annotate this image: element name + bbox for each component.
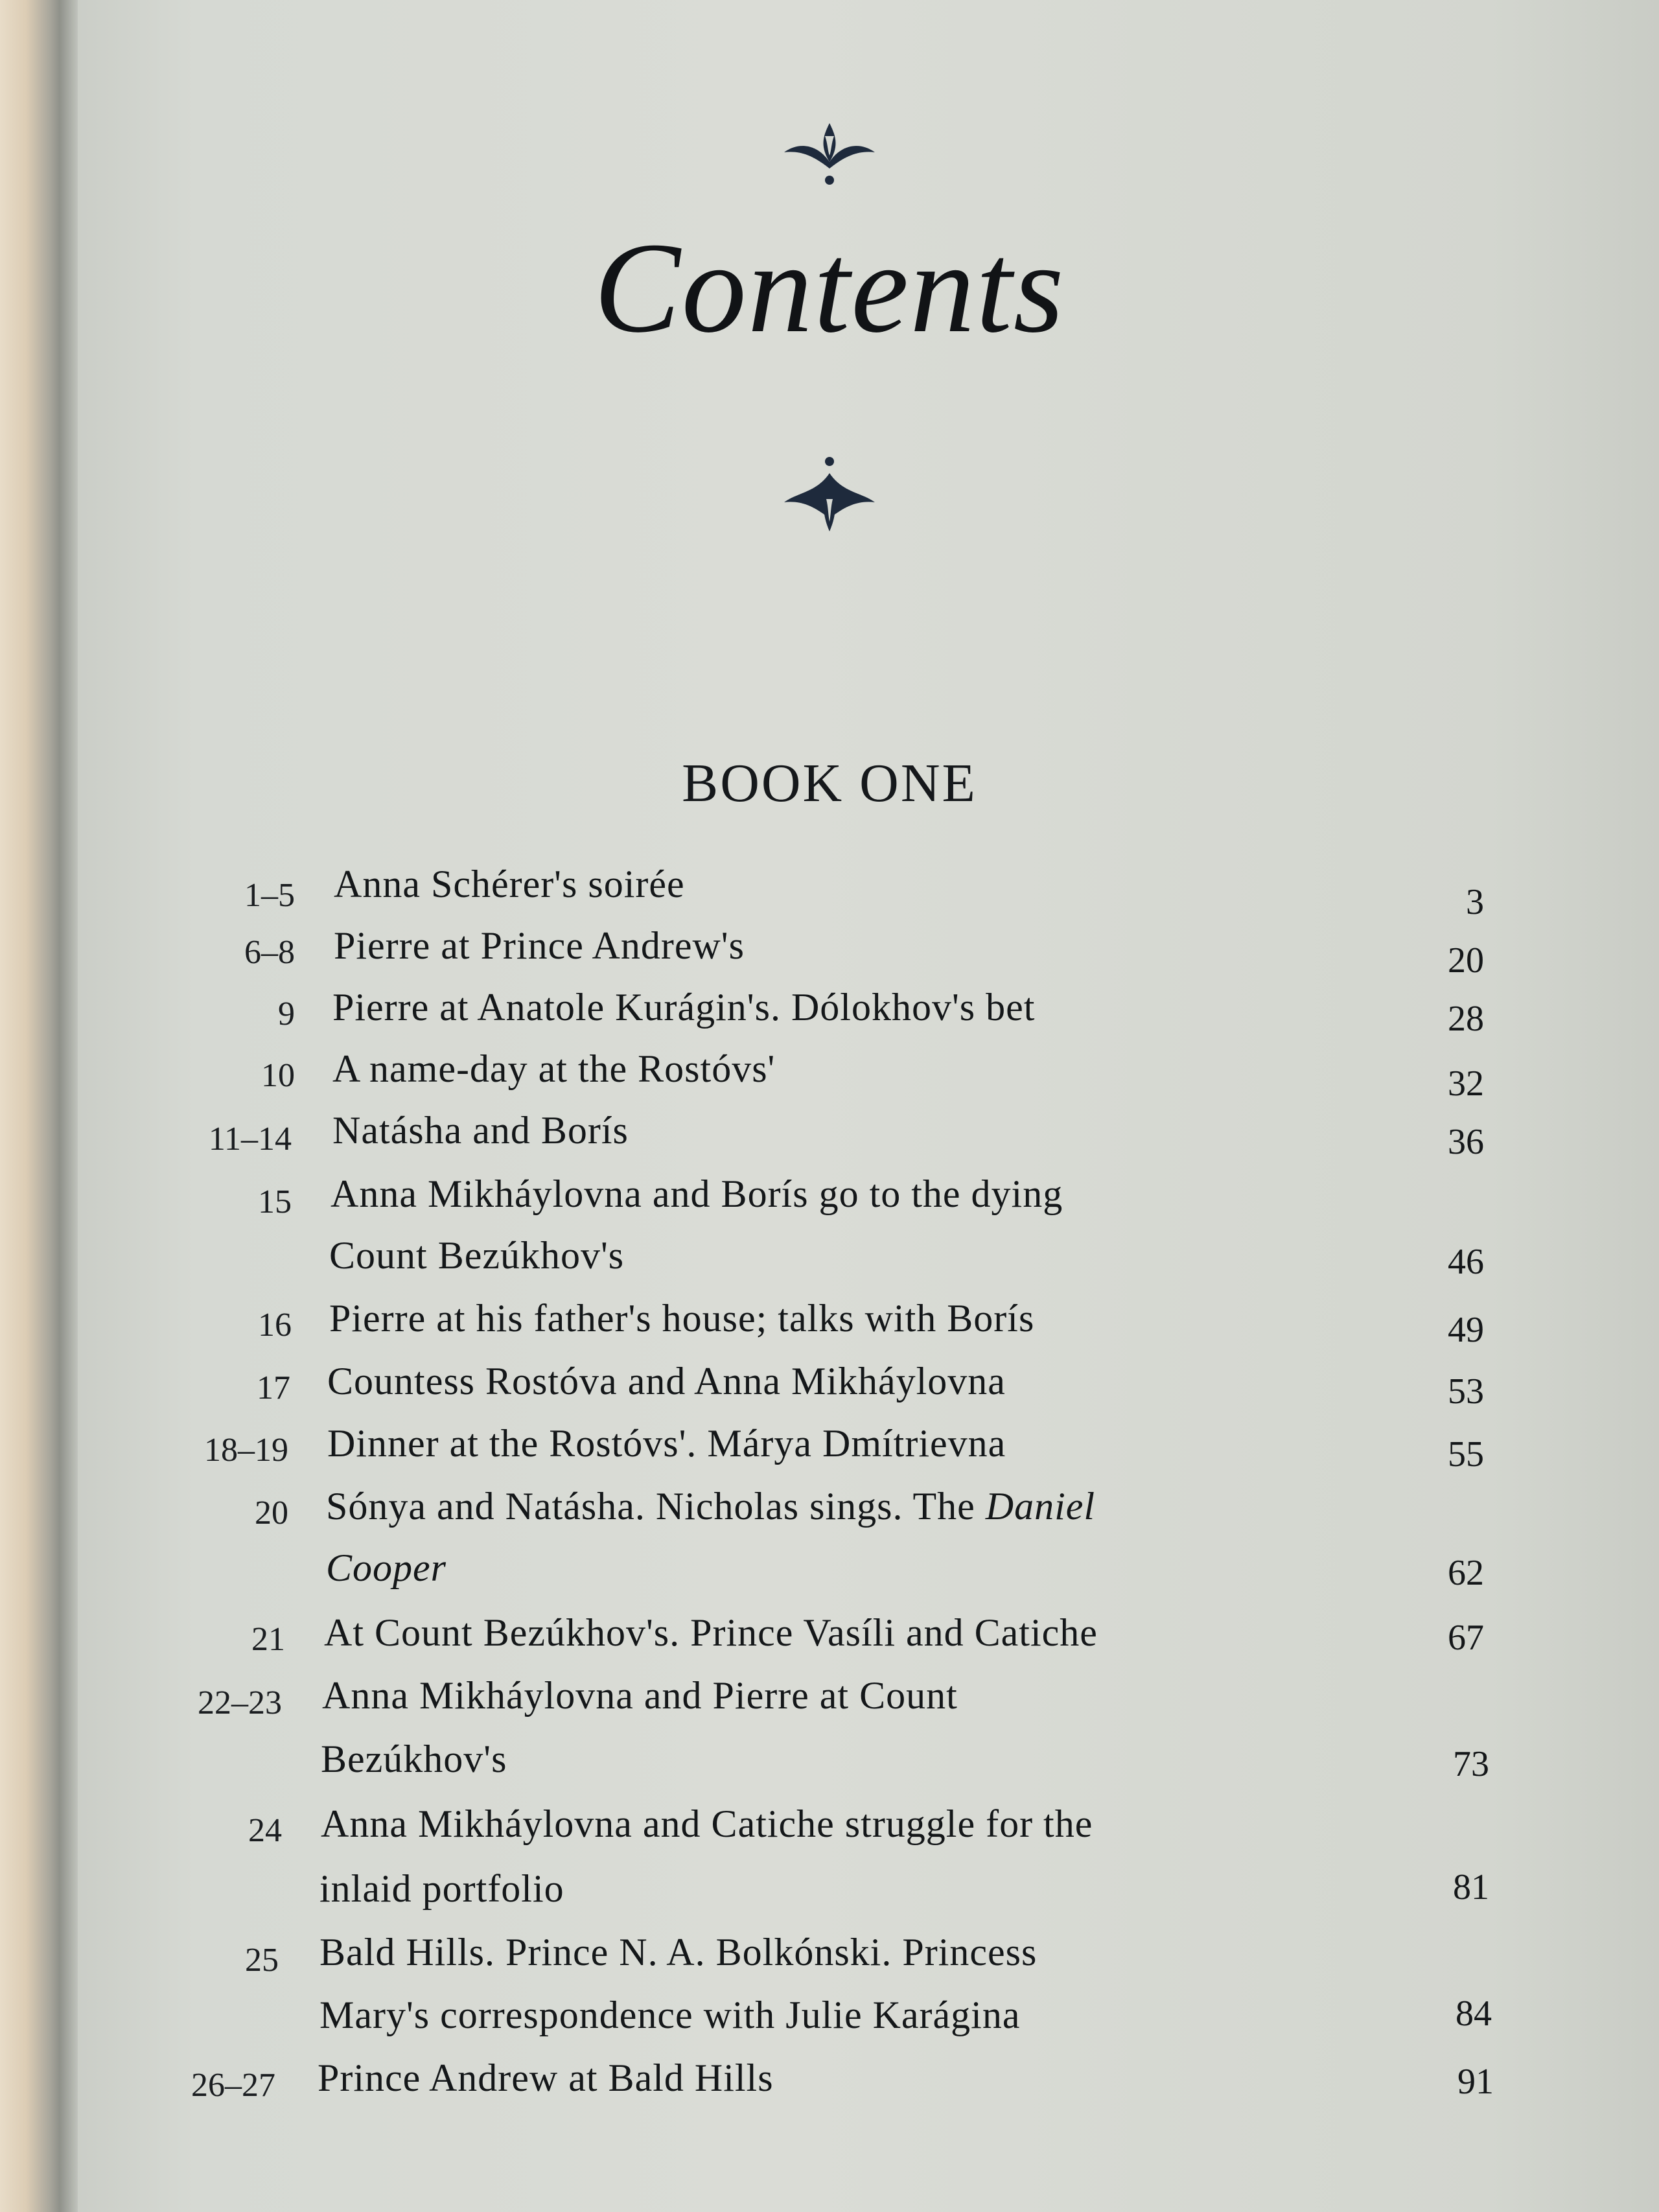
entry-title xyxy=(326,1484,1095,1529)
page-number: 73 xyxy=(1453,1744,1489,1784)
entry-title: Countess Rostóva and Anna Mikháylovna xyxy=(327,1360,1006,1403)
page-number: 53 xyxy=(1448,1371,1484,1412)
page-number: 81 xyxy=(1453,1867,1489,1907)
entry-title: Anna Mikháylovna and Pierre at Count xyxy=(322,1674,958,1717)
page-number: 91 xyxy=(1457,2062,1494,2102)
page-number: 62 xyxy=(1448,1553,1484,1593)
chapter-range: 10 xyxy=(261,1057,295,1094)
entry-title: Prince Andrew at Bald Hills xyxy=(318,2056,774,2099)
entry-title: Anna Schérer's soirée xyxy=(334,863,685,905)
book-heading: BOOK ONE xyxy=(682,753,977,813)
chapter-range: 15 xyxy=(258,1183,292,1220)
chapter-range: 17 xyxy=(257,1369,290,1406)
entry-title: Bald Hills. Prince N. A. Bolkónski. Princess xyxy=(319,1931,1038,1973)
chapter-range: 26–27 xyxy=(191,2067,275,2104)
chapter-range: 21 xyxy=(251,1621,285,1658)
page-title: Contents xyxy=(594,216,1065,360)
chapter-range: 16 xyxy=(258,1307,292,1344)
page-number: 36 xyxy=(1448,1122,1484,1162)
entry-title: Natásha and Borís xyxy=(332,1109,629,1152)
entry-title: Pierre at Anatole Kurágin's. Dólokhov's bet xyxy=(332,986,1036,1029)
page-number: 67 xyxy=(1448,1618,1484,1658)
chapter-range: 1–5 xyxy=(244,877,295,914)
page-number: 49 xyxy=(1448,1310,1484,1350)
entry-title: Anna Mikháylovna and Catiche struggle for the xyxy=(321,1802,1093,1845)
page-number: 55 xyxy=(1448,1434,1484,1474)
entry-title-continued: Count Bezúkhov's xyxy=(329,1234,625,1277)
entry-title-continued: Mary's correspondence with Julie Karágina xyxy=(319,1994,1021,2036)
entry-title-continued: Bezúkhov's xyxy=(321,1738,507,1780)
page-number: 28 xyxy=(1448,999,1484,1039)
chapter-range: 22–23 xyxy=(198,1684,282,1721)
entry-title: Pierre at his father's house; talks with Borís xyxy=(329,1297,1035,1340)
entry-title-italic: Daniel xyxy=(985,1485,1096,1528)
chapter-range: 11–14 xyxy=(208,1121,292,1158)
entry-title-continued: inlaid portfolio xyxy=(319,1867,564,1910)
page-number: 3 xyxy=(1466,882,1484,922)
entry-title-continued: Cooper xyxy=(326,1546,447,1589)
entry-title: Pierre at Prince Andrew's xyxy=(334,924,745,967)
entry-title-text: Sónya and Natásha. Nicholas sings. The xyxy=(326,1485,975,1528)
page-number: 84 xyxy=(1456,1994,1492,2034)
chapter-range: 24 xyxy=(248,1812,282,1849)
page-number: 46 xyxy=(1448,1242,1484,1282)
chapter-range: 9 xyxy=(278,995,295,1032)
entry-title: A name-day at the Rostóvs' xyxy=(332,1047,776,1090)
page-number: 20 xyxy=(1448,940,1484,981)
entry-title: At Count Bezúkhov's. Prince Vasíli and Catiche xyxy=(324,1611,1098,1654)
chapter-range: 6–8 xyxy=(244,934,295,971)
chapter-range: 25 xyxy=(245,1942,279,1979)
page-number: 32 xyxy=(1448,1064,1484,1104)
entry-title: Anna Mikháylovna and Borís go to the dying xyxy=(331,1172,1063,1215)
chapter-range: 20 xyxy=(255,1495,288,1531)
entry-title: Dinner at the Rostóvs'. Márya Dmítrievna xyxy=(327,1422,1006,1465)
chapter-range: 18–19 xyxy=(204,1432,288,1469)
